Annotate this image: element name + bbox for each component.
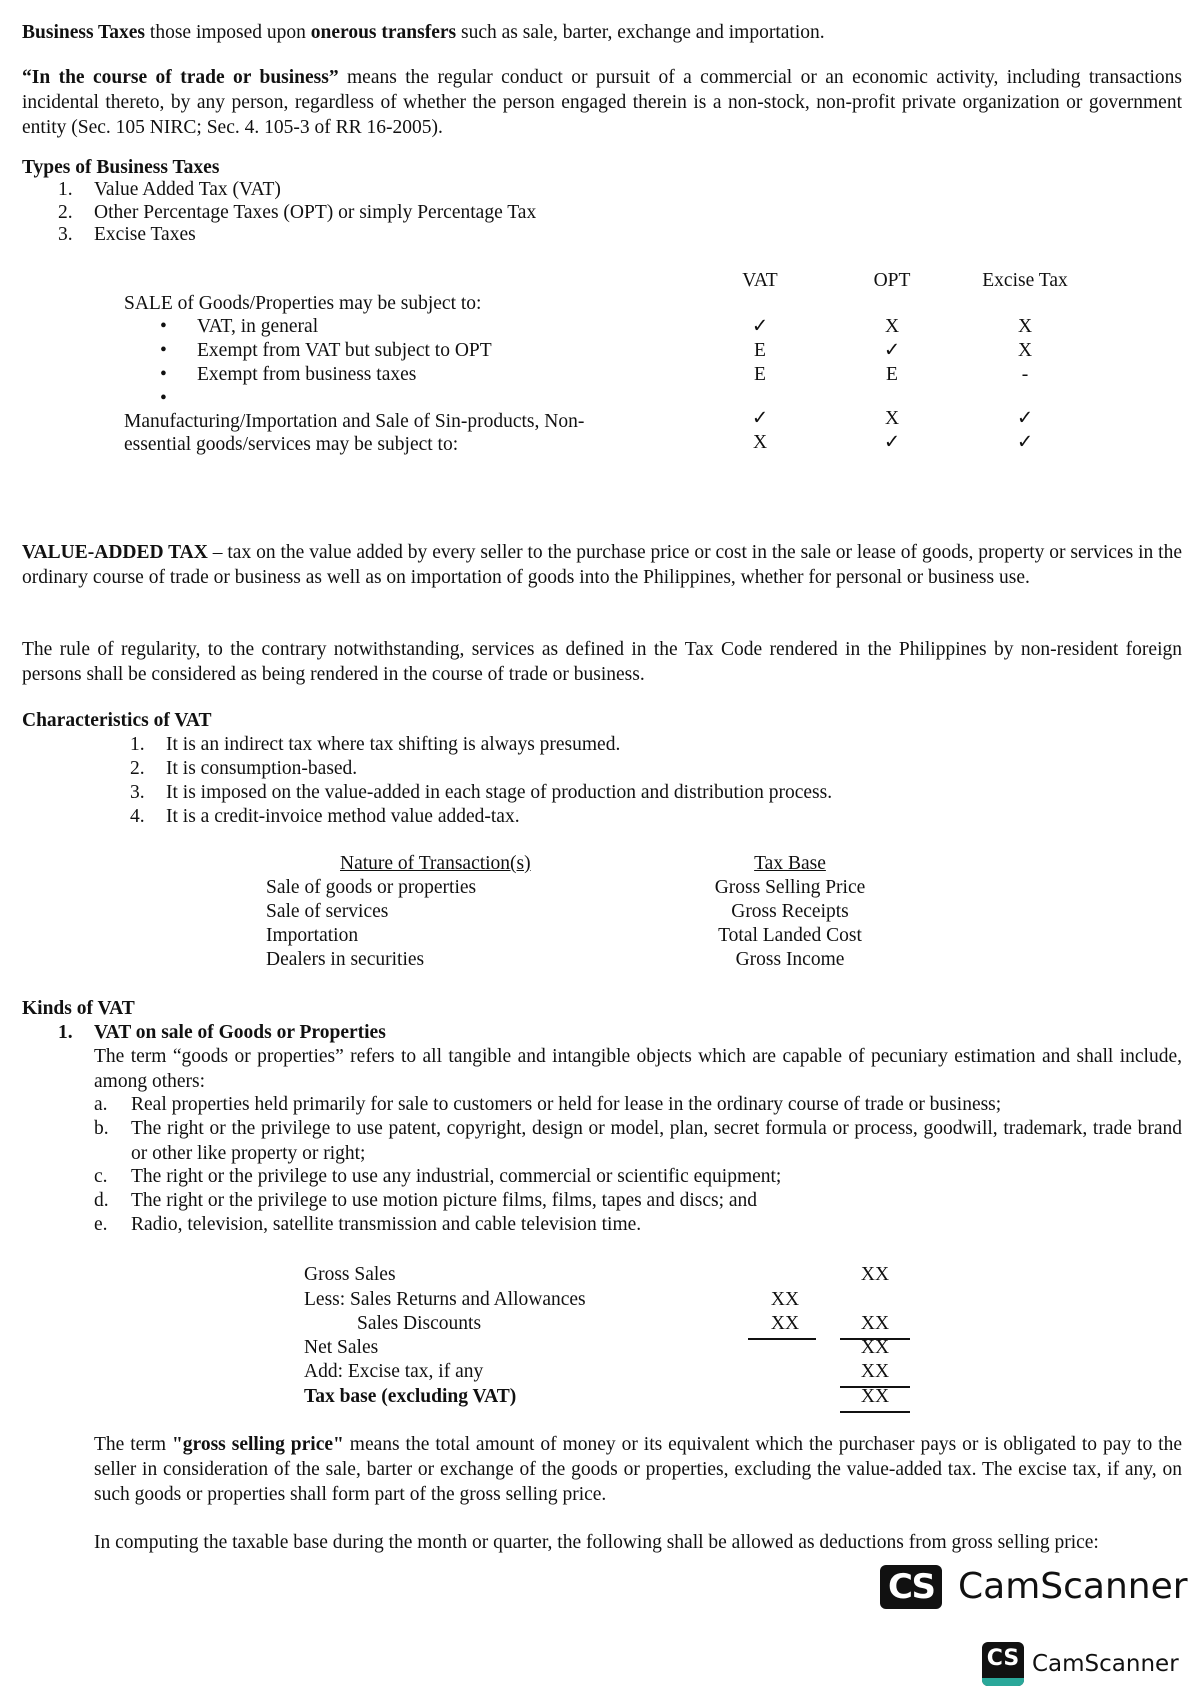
camscanner-logo-icon: CS [982, 1642, 1024, 1686]
matrix-cell-opt: E [886, 364, 898, 385]
matrix-row-label: VAT, in general [197, 316, 319, 337]
business-taxes-definition: Business Taxes those imposed upon onerous transfers such as sale, barter, exchange and importation. [22, 22, 825, 43]
matrix-cell-opt: X [884, 408, 900, 429]
subtotal-rule [748, 1338, 816, 1340]
types-heading: Types of Business Taxes [22, 157, 220, 178]
matrix-header-opt: OPT [873, 270, 911, 291]
types-item: Other Percentage Taxes (OPT) or simply Percentage Tax [94, 202, 537, 223]
matrix-row-label: Exempt from VAT but subject to OPT [197, 340, 492, 361]
total-rule [840, 1411, 910, 1413]
computation-less-returns: Less: Sales Returns and Allowances [304, 1289, 586, 1310]
matrix-sin-label-2: essential goods/services may be subject to: [124, 434, 459, 455]
goods-term-intro: The term “goods or properties” refers to all tangible and intangible objects which are capable of pecuniary estimation and shall include, among others: [94, 1046, 1182, 1092]
characteristic-item: It is imposed on the value-added in each stage of production and distribution process. [166, 782, 833, 803]
bullet-icon: • [160, 316, 167, 337]
computation-amount: XX [860, 1361, 890, 1382]
matrix-cell-vat: X [752, 432, 768, 453]
matrix-cell-opt: X [884, 316, 900, 337]
characteristic-num: 4. [130, 806, 145, 827]
matrix-sale-label: SALE of Goods/Properties may be subject to: [124, 293, 482, 314]
letter-marker: e. [94, 1214, 108, 1235]
camscanner-wordmark: CamScanner [958, 1566, 1188, 1607]
gross-selling-price-definition: The term "gross selling price" means the total amount of money or its equivalent which the purchaser pays or is obligated to pay to the seller in consideration of the sale, barter or exchange of the goods or properties, excluding the value-added tax. The excise tax, if any, on such goods or properties shall form part of the gross selling price. [94, 1434, 1182, 1505]
types-item: Excise Taxes [94, 224, 196, 245]
computation-add-excise: Add: Excise tax, if any [304, 1361, 484, 1382]
characteristic-item: It is consumption-based. [166, 758, 358, 779]
computation-sales-discounts: Sales Discounts [357, 1313, 482, 1334]
tax-base-table-cell: Sale of goods or properties [266, 877, 477, 898]
characteristic-item: It is an indirect tax where tax shifting is always presumed. [166, 734, 621, 755]
tax-base-table-cell: Gross Income [735, 949, 845, 970]
tax-base-table-cell: Total Landed Cost [718, 925, 862, 946]
matrix-cell-excise: X [1017, 340, 1033, 361]
matrix-cell-opt: ✓ [883, 432, 901, 453]
bullet-icon: • [160, 388, 167, 409]
camscanner-wordmark: CamScanner [1032, 1651, 1179, 1677]
computation-amount: XX [860, 1313, 890, 1334]
kinds-heading: Kinds of VAT [22, 998, 135, 1019]
characteristic-num: 3. [130, 782, 145, 803]
characteristic-item: It is a credit-invoice method value added-tax. [166, 806, 520, 827]
letter-item: Radio, television, satellite transmission and cable television time. [131, 1214, 642, 1235]
tax-base-table-cell: Importation [266, 925, 359, 946]
letter-item: Real properties held primarily for sale to customers or held for lease in the ordinary course of trade or business; [131, 1094, 1002, 1115]
trade-or-business-definition: “In the course of trade or business” means the regular conduct or pursuit of a commercial or an economic activity, including transactions incidental thereto, by any person, regardless of whether the person engaged therein is a non-stock, non-profit private organization or government entity (Sec. 105 NIRC; Sec. 4. 105-3 of RR 16-2005). [22, 67, 1182, 138]
computation-tax-base: Tax base (excluding VAT) [304, 1386, 517, 1407]
tax-base-table-header-nature: Nature of Transaction(s) [340, 853, 531, 874]
matrix-cell-vat: E [754, 340, 766, 361]
kinds-item-num: 1. [58, 1022, 73, 1043]
letter-item: The right or the privilege to use any industrial, commercial or scientific equipment; [131, 1166, 782, 1187]
matrix-cell-excise: - [1021, 364, 1029, 385]
computation-amount: XX [770, 1289, 800, 1310]
tax-base-table-header-base: Tax Base [754, 853, 826, 874]
bullet-icon: • [160, 364, 167, 385]
matrix-cell-vat: ✓ [751, 316, 769, 337]
types-item: Value Added Tax (VAT) [94, 179, 281, 200]
deductions-intro: In computing the taxable base during the month or quarter, the following shall be allowed as deductions from gross selling price: [94, 1532, 1099, 1553]
tax-base-table-cell: Gross Receipts [731, 901, 849, 922]
characteristics-heading: Characteristics of VAT [22, 710, 212, 731]
letter-marker: d. [94, 1190, 109, 1211]
camscanner-logo-icon: CS [880, 1565, 942, 1609]
matrix-row-label: Exempt from business taxes [197, 364, 417, 385]
computation-amount: XX [770, 1313, 800, 1334]
kinds-item-title: VAT on sale of Goods or Properties [94, 1022, 386, 1043]
tax-base-table-cell: Sale of services [266, 901, 389, 922]
matrix-cell-excise: ✓ [1016, 432, 1034, 453]
types-item-num: 3. [58, 224, 73, 245]
letter-marker: a. [94, 1094, 108, 1115]
matrix-cell-opt: ✓ [883, 340, 901, 361]
vat-definition: VALUE-ADDED TAX – tax on the value added by every seller to the purchase price or cost in the sale or lease of goods, property or services in the ordinary course of trade or business as well as on importation of goods into the Philippines, whether for personal or business use. [22, 542, 1182, 588]
letter-item: The right or the privilege to use patent, copyright, design or model, plan, secret formula or process, goodwill, trademark, trade brand or other like property or right; [131, 1118, 1182, 1164]
matrix-cell-vat: ✓ [751, 408, 769, 429]
types-item-num: 1. [58, 179, 73, 200]
tax-base-table-cell: Gross Selling Price [714, 877, 866, 898]
matrix-cell-excise: ✓ [1016, 408, 1034, 429]
characteristic-num: 2. [130, 758, 145, 779]
matrix-cell-excise: X [1017, 316, 1033, 337]
computation-amount: XX [860, 1264, 890, 1285]
matrix-cell-vat: E [754, 364, 766, 385]
computation-amount: XX [860, 1386, 890, 1407]
matrix-header-excise: Excise Tax [982, 270, 1068, 291]
letter-marker: c. [94, 1166, 108, 1187]
computation-amount: XX [860, 1337, 890, 1358]
computation-net-sales: Net Sales [304, 1337, 379, 1358]
tax-base-table-cell: Dealers in securities [266, 949, 425, 970]
letter-marker: b. [94, 1118, 109, 1139]
matrix-header-vat: VAT [742, 270, 778, 291]
rule-of-regularity: The rule of regularity, to the contrary notwithstanding, services as defined in the Tax Code rendered in the Philippines by non-resident foreign persons shall be considered as being rendered in the course of trade or business. [22, 639, 1182, 685]
matrix-sin-label-1: Manufacturing/Importation and Sale of Sin-products, Non- [124, 411, 585, 432]
types-item-num: 2. [58, 202, 73, 223]
bullet-icon: • [160, 340, 167, 361]
characteristic-num: 1. [130, 734, 145, 755]
computation-gross-sales: Gross Sales [304, 1264, 396, 1285]
letter-item: The right or the privilege to use motion picture films, films, tapes and discs; and [131, 1190, 758, 1211]
